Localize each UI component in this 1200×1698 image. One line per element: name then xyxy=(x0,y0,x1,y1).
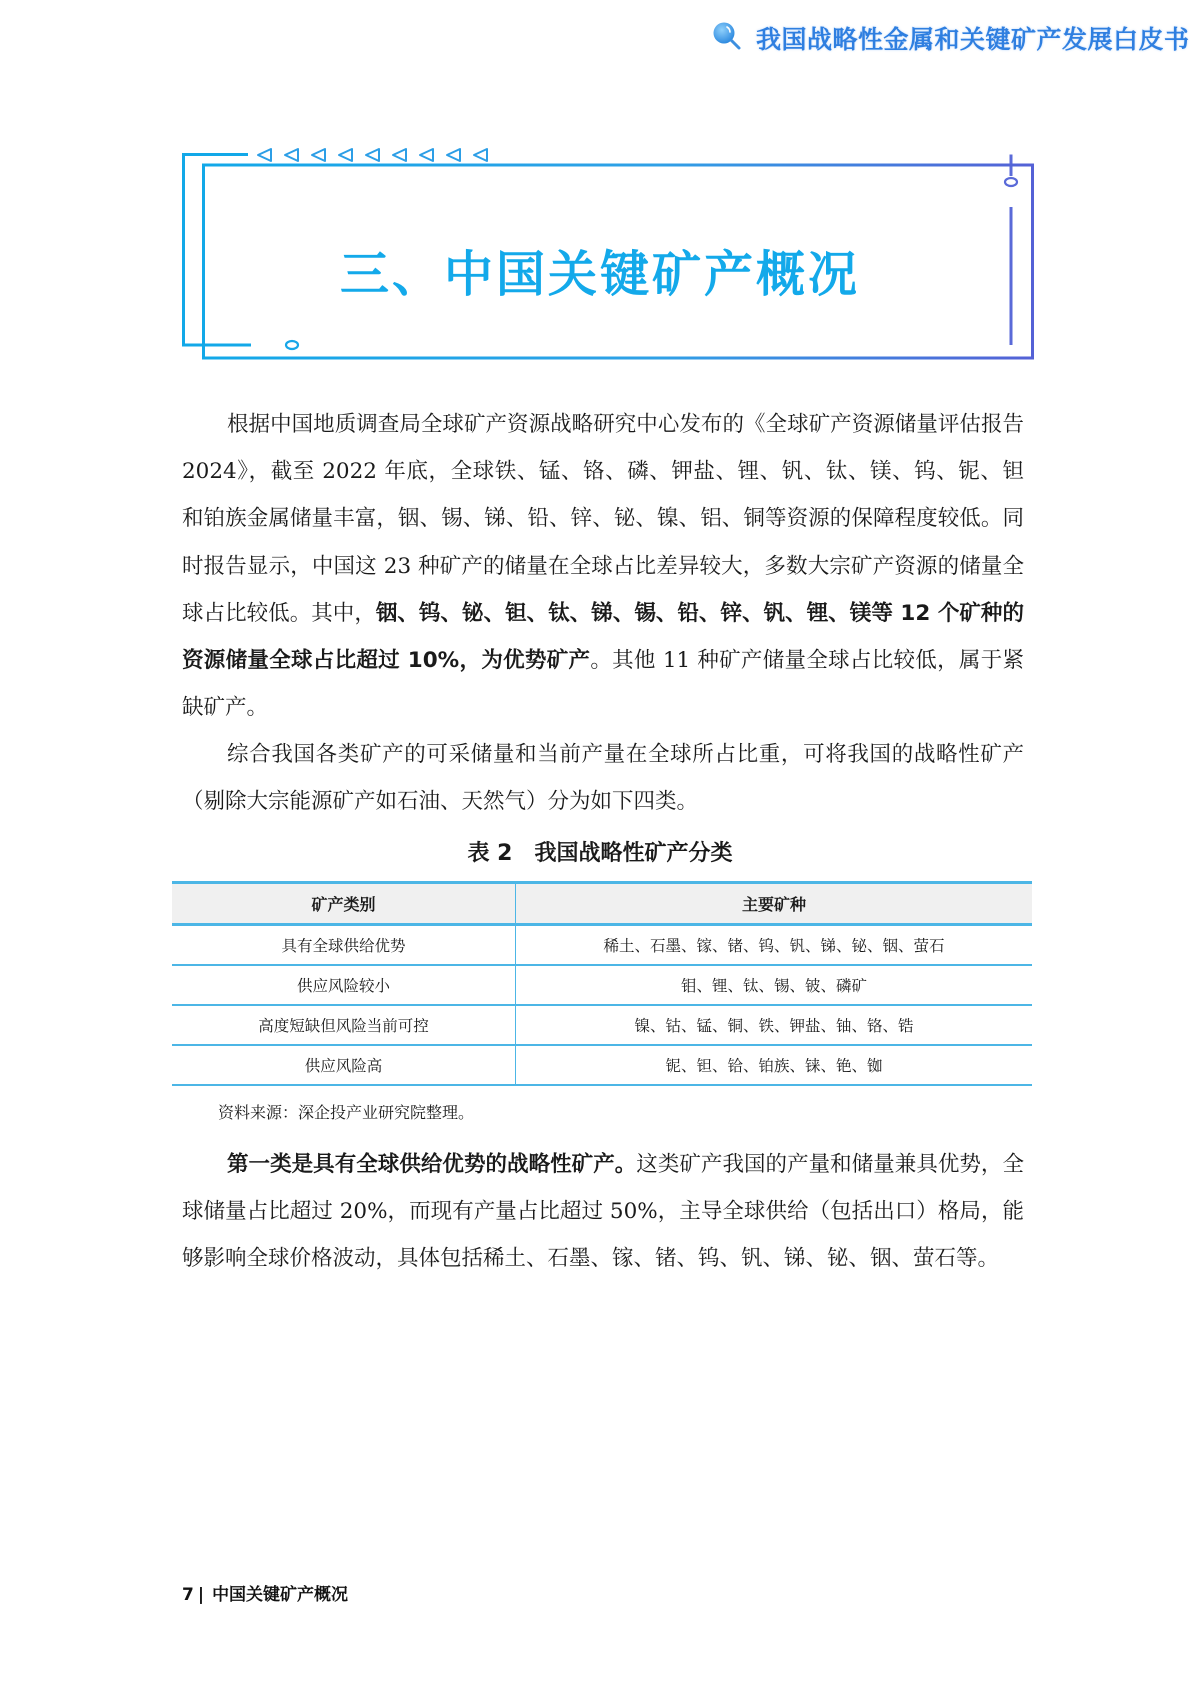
table-source-note: 资料来源：深企投产业研究院整理。 xyxy=(218,1103,475,1122)
intro-text: 根据中国地质调查局全球矿产资源战略研究中心发布的《全球矿产资源储量评估报告 2024》，截至 2022 年底，全球铁、锰、铬、磷、钾盐、锂、钒、钛、镁、钨、铌、钽和铂族金属储量丰富，铟、锡、锑、铅、锌、铋、镍、铝、铜等资源的保障程度较低。同时报告显示，中国这 23 种矿产的储量在全球占比差异较大，多数大宗矿产资源的储量全球占比较低。其中， xyxy=(182,412,1024,626)
cell-category: 具有全球供给优势 xyxy=(172,925,516,966)
section-title-frame xyxy=(0,0,1200,400)
paragraph-classification: 综合我国各类矿产的可采储量和当前产量在全球所占比重，可将我国的战略性矿产（剔除大宗能源矿产如石油、天然气）分为如下四类。 xyxy=(182,742,1024,815)
first-category-text: 这类矿产我国的产量和储量兼具优势，全球储量占比超过 20%，而现有产量占比超过 50%，主导全球供给（包括出口）格局，能够影响全球价格波动，具体包括稀土、石墨、镓、锗、钨、钒、锑、铋、铟、萤石等。 xyxy=(182,1152,1024,1272)
cell-minerals: 铌、钽、铪、铂族、铼、铯、铷 xyxy=(516,1045,1033,1085)
footer-separator: | xyxy=(197,1585,205,1605)
column-header-category: 矿产类别 xyxy=(172,883,516,925)
section-title: 三、中国关键矿产概况 xyxy=(339,246,860,303)
cell-category: 高度短缺但风险当前可控 xyxy=(172,1005,516,1045)
column-header-minerals: 主要矿种 xyxy=(516,883,1033,925)
cell-minerals: 镍、钴、锰、铜、铁、钾盐、铀、铬、锆 xyxy=(516,1005,1033,1045)
intro-text-end: 。其他 11 种矿产储量全球占比较低，属于紧缺矿产。 xyxy=(182,648,1024,721)
strategic-minerals-table xyxy=(172,881,1032,1086)
cell-minerals: 稀土、石墨、镓、锗、钨、钒、锑、铋、铟、萤石 xyxy=(516,925,1033,966)
table-row xyxy=(172,925,1032,966)
cell-category: 供应风险高 xyxy=(172,1045,516,1085)
page-footer xyxy=(182,1580,348,1605)
first-category-heading: 第一类是具有全球供给优势的战略性矿产。 xyxy=(227,1152,637,1177)
footer-section-name: 中国关键矿产概况 xyxy=(212,1585,349,1605)
document-title: 我国战略性金属和关键矿产发展白皮书 xyxy=(756,25,1190,54)
table-row xyxy=(172,1045,1032,1085)
page-number: 7 xyxy=(182,1585,194,1605)
table-row xyxy=(172,1005,1032,1045)
table-header-row xyxy=(172,883,1032,925)
cell-category: 供应风险较小 xyxy=(172,965,516,1005)
cell-minerals: 钼、锂、钛、锡、铍、磷矿 xyxy=(516,965,1033,1005)
paragraph-first-category xyxy=(182,1141,1024,1283)
table-row xyxy=(172,965,1032,1005)
paragraph-intro xyxy=(182,401,1024,731)
table-caption: 表 2 我国战略性矿产分类 xyxy=(467,841,733,866)
triangle-ornament-row xyxy=(258,149,487,161)
advantaged-minerals-highlight: 铟、钨、铋、钽、钛、锑、锡、铅、锌、钒、锂、镁等 12 个矿种的资源储量全球占比超过 10%，为优势矿产 xyxy=(182,600,1024,674)
